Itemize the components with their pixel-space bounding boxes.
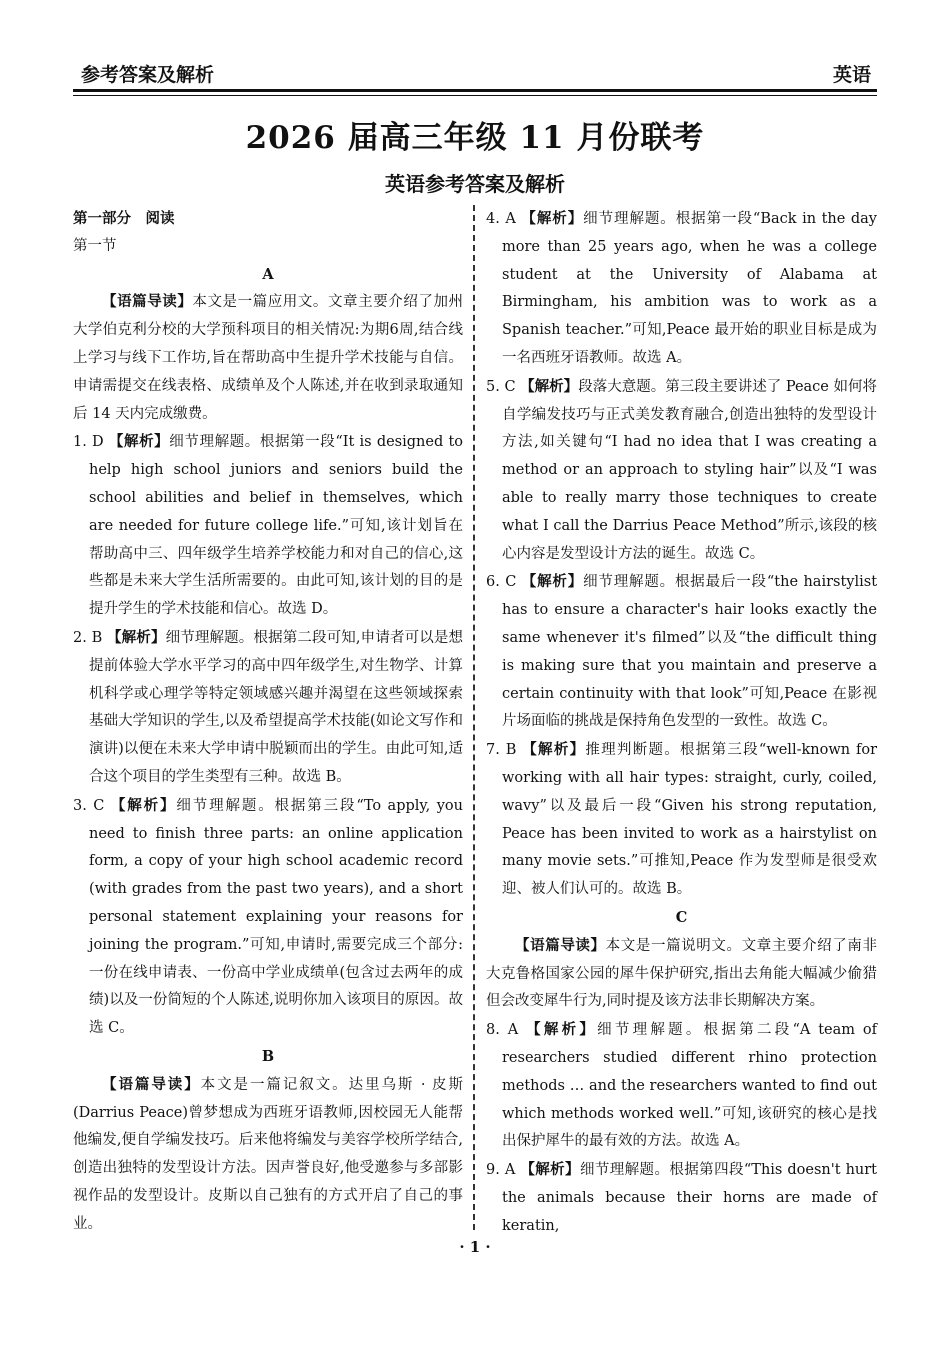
analysis-tag: 【解析】 [520,377,579,395]
page-title: 2026 届高三年级 11 月份联考 [245,120,705,156]
analysis-tag: 【解析】 [522,741,586,759]
intro-text: 本文是一篇应用文。文章主要介绍了加州大学伯克利分校的大学预科项目的相关情况:为期6周,结合线上学习与线下工作坊,旨在帮助高中生提升学术技能与自信。申请需提交在线表格、成绩单及个人陈述,并在收到录取通知后 14 天内完成缴费。 [73,294,464,422]
answer-text: 细节理解题。根据第二段可知,申请者可以是想提前体验大学水平学习的高中四年级学生,对生物学、计算机科学或心理学等特定领域感兴趣并渴望在这些领域探索基础大学知识的学生,以及希望提高学术技能(如论文写作和演讲)以便在未来大学申请中脱颖而出的学生。由此可知,适合这个项目的学生类型有三种。故选 B。 [89,629,464,785]
answer-6 [486,568,877,736]
passage-c-heading: C [675,908,688,926]
intro-text: 本文是一篇记叙文。达里乌斯 · 皮斯(Darrius Peace)曾梦想成为西班牙语教师,因校园无人能帮他编发,便自学编发技巧。后来他将编发与美容学校所学结合,创造出独特的发型设计方法。因声誉良好,他受邀参与多部影视作品的发型设计。皮斯以自己独有的方式开启了自己的事业。 [73,1076,464,1232]
header-rule-thick [73,89,877,92]
answer-number: 9. A [486,1162,516,1179]
passage-b-intro [73,1071,463,1239]
answer-number: 1. D [73,434,104,451]
answer-text: 细节理解题。根据第四段“This doesn't hurt the animals because their horns are made of keratin, [502,1162,878,1234]
analysis-tag: 【解析】 [108,433,170,451]
page-number: · 1 · [459,1238,491,1256]
answer-9 [486,1156,877,1240]
analysis-tag: 【解析】 [520,1161,580,1179]
page-header [73,52,877,92]
answer-text: 细节理解题。根据第一段“It is designed to help high school juniors and seniors build the school abilities and belief in themselves, which are needed for future college life.”可知,该计划旨在帮助高中三、四年级学生培养学校能力和对自己的信心,这些都是未来大学生活所需要的。由此可知,该计划的目的是提升学生的学术技能和信心。故选 D。 [89,434,464,618]
section-heading: 第一节 [73,237,117,254]
answer-8 [486,1016,877,1156]
analysis-tag: 【解析】 [107,628,166,646]
page-subtitle: 英语参考答案及解析 [385,172,565,196]
analysis-tag: 【解析】 [521,210,584,227]
answer-number: 4. A [486,211,516,227]
answer-2 [73,624,463,792]
analysis-tag: 【解析】 [526,1021,598,1039]
answer-number: 7. B [486,742,517,759]
passage-a-intro [73,288,463,428]
intro-tag: 【语篇导读】 [102,1075,201,1093]
answer-text: 细节理解题。根据最后一段“the hairstylist has to ensure a character's hair looks exactly the same whenever it's filmed”以及“the difficult thing is making sure that you maintain and preserve a certain continuity with that look”可知,Peace 在影视片场面临的挑战是保持角色发型的一致性。故选 C。 [502,574,878,730]
header-rule-thin [73,95,877,96]
answer-4 [486,205,877,373]
analysis-tag: 【解析】 [110,796,177,814]
passage-b-heading: B [261,1047,275,1065]
answer-7 [486,736,877,904]
intro-tag: 【语篇导读】 [102,293,193,311]
answer-1 [73,428,463,624]
column-divider [473,205,475,1230]
answer-text: 推理判断题。根据第三段“well-known for working with all hair types: straight, curly, coiled, wavy”以及最后一段“Given his strong reputation, Peace has been invited to work as a hairstylist on many movie sets.”可推知,Peace 作为发型师是很受欢迎、被人们认可的。故选 B。 [502,742,877,898]
answer-3 [73,792,463,1043]
passage-a-heading: A [262,265,274,283]
header-subject: 英语 [832,64,871,86]
left-column [73,205,463,1238]
part-heading: 第一部分 阅读 [73,210,175,227]
answer-text: 细节理解题。根据第一段“Back in the day more than 25 years ago, when he was a college student at the University of Alabama at Birmingham, his ambition was to work as a Spanish teacher.”可知,Peace 最开始的职业目标是成为一名西班牙语教师。故选 A。 [502,211,877,366]
intro-tag: 【语篇导读】 [515,936,606,954]
answer-number: 2. B [73,629,103,646]
right-column [486,205,877,1240]
answer-number: 5. C [486,378,516,395]
answer-number: 6. C [486,574,517,591]
intro-text: 本文是一篇说明文。文章主要介绍了南非大克鲁格国家公园的犀牛保护研究,指出去角能大幅减少偷猎但会改变犀牛行为,同时提及该方法非长期解决方案。 [486,937,878,1010]
answer-number: 8. A [486,1022,519,1039]
header-left: 参考答案及解析 [81,64,215,86]
answer-text: 段落大意题。第三段主要讲述了 Peace 如何将自学编发技巧与正式美发教育融合,创造出独特的发型设计方法,如关键句“I had no idea that I was creating a method or an approach to styling hair”以及“I was able to really marry those techniques to create what I call the Darrius Peace Method”所示,该段的核心内容是发型设计方法的诞生。故选 C。 [502,378,878,562]
passage-c-intro [486,932,877,1016]
answer-5 [486,373,877,569]
answer-text: 细节理解题。根据第二段“A team of researchers studied different rhino protection methods … and the researchers wanted to find out which methods worked well.”可知,该研究的核心是找出保护犀牛的最有效的方法。故选 A。 [502,1022,877,1150]
answer-number: 3. C [73,797,105,814]
analysis-tag: 【解析】 [521,573,584,591]
answer-text: 细节理解题。根据第三段“To apply, you need to finish three parts: an online application form, a copy of your high school academic record (with grades from the past two years), and a short personal statement explaining your reasons for joining the program.”可知,申请时,需要完成三个部分:一份在线申请表、一份高中学业成绩单(包含过去两年的成绩)以及一份简短的个人陈述,说明你加入该项目的原因。故选 C。 [89,797,464,1037]
